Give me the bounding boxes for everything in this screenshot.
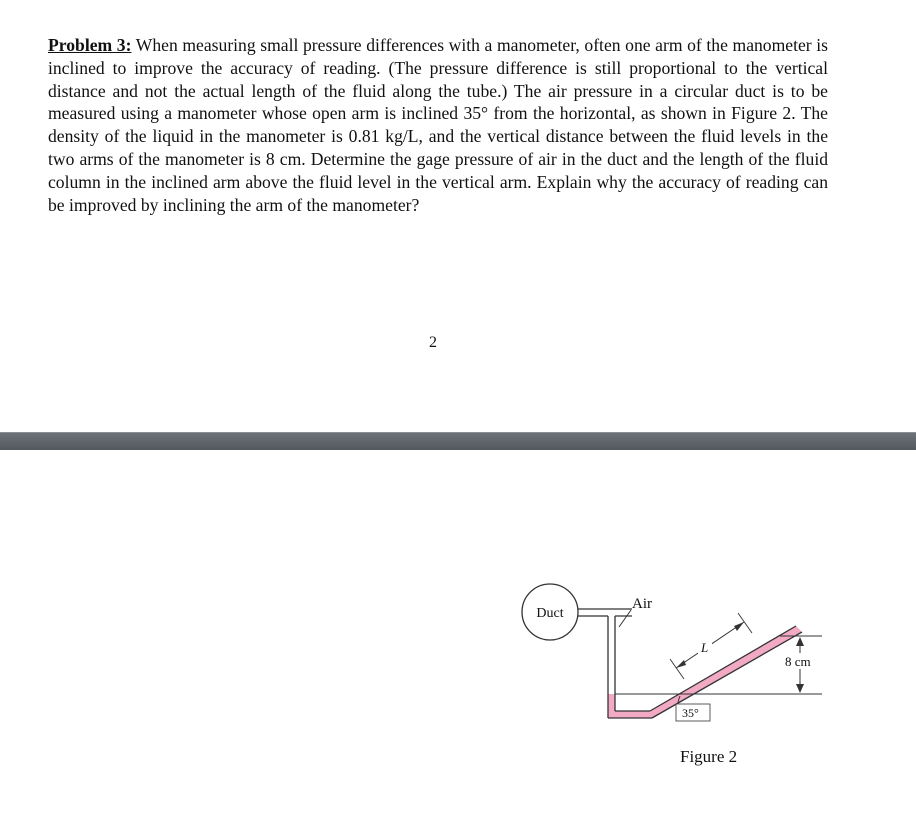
length-extension-start [670, 659, 684, 679]
height-label: 8 cm [785, 654, 811, 669]
page-separator [0, 432, 916, 450]
problem-heading: Problem 3: [48, 35, 132, 55]
air-leader [619, 610, 631, 627]
length-extension-end [738, 613, 752, 633]
height-arrow-top [796, 637, 804, 646]
inclined-arm-lower-wall [652, 632, 802, 718]
angle-label: 35° [682, 706, 699, 720]
problem-body: When measuring small pressure differences with a manometer, often one arm of the manometer is inclined to improve the accuracy of reading. (The pressure difference is still proportional to the vertical distance and not the actual length of the fluid along the tube.) The air pressure in a circular duct is to be measured using a manometer whose open arm is inclined 35° from the horizontal, as shown in Figure 2. The density of the liquid in the manometer is 0.81 kg/L, and the vertical distance between the fluid levels in the two arms of the manometer is 8 cm. Determine the gage pressure of air in the duct and the length of the fluid column in the inclined arm above the fluid level in the vertical arm. Explain why the accuracy of reading can be improved by inclining the arm of the manometer? [48, 35, 828, 215]
problem-statement [48, 34, 828, 216]
air-label: Air [632, 596, 652, 612]
document-page-2 [0, 450, 916, 823]
page-number: 2 [429, 334, 437, 351]
figure-caption: Figure 2 [680, 747, 738, 766]
length-arrow-end [734, 622, 744, 631]
manometer-figure [0, 450, 916, 823]
length-arrow-start [676, 660, 686, 668]
length-label: L [701, 640, 709, 655]
inclined-arm-upper-wall [650, 626, 796, 711]
duct-label: Duct [536, 606, 564, 621]
height-arrow-bottom [796, 684, 804, 693]
